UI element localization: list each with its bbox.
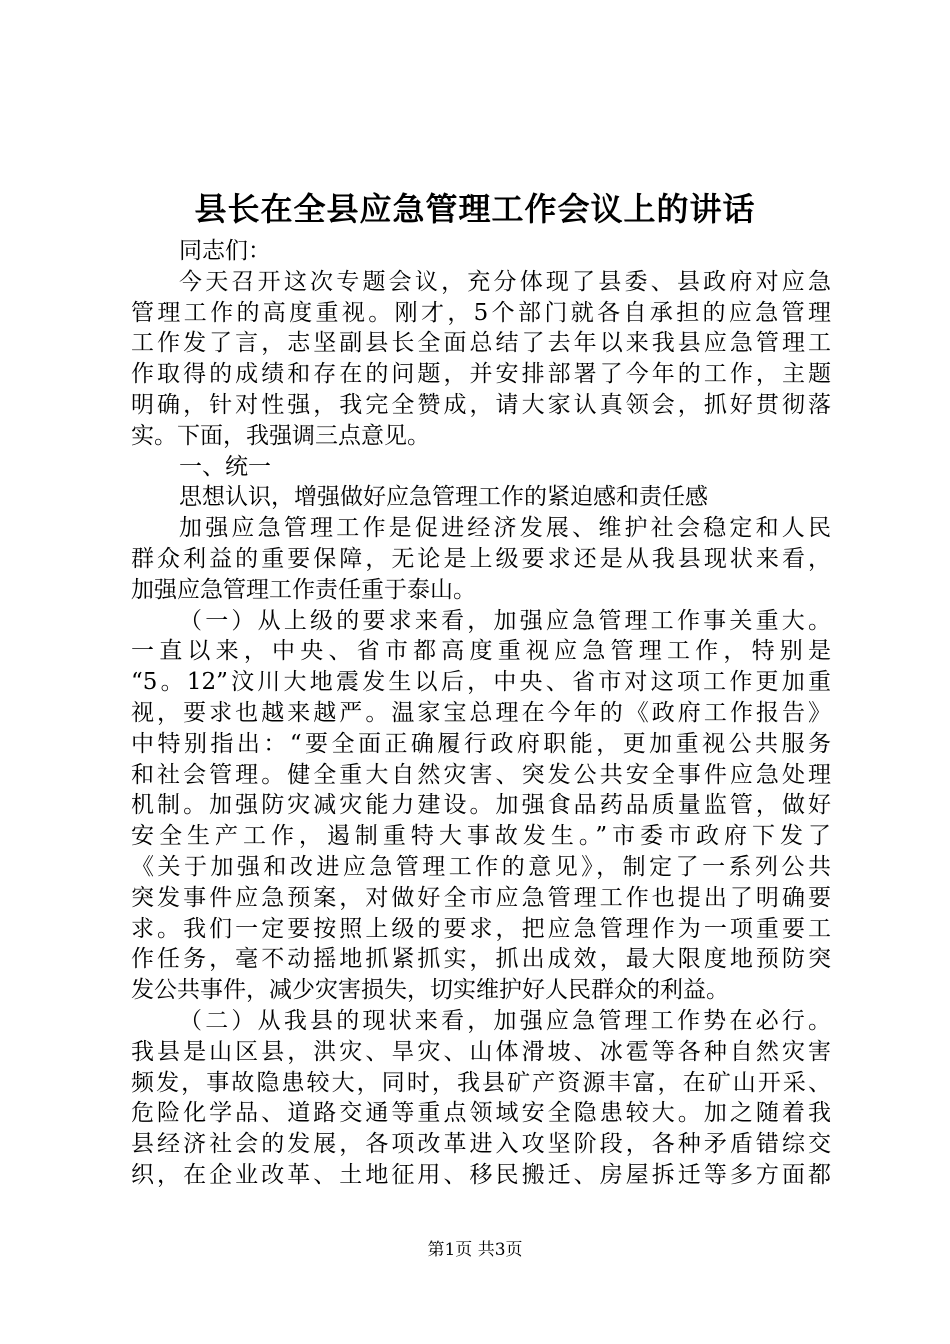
document-title: 县长在全县应急管理工作会议上的讲话 [194, 190, 756, 228]
document-body [131, 236, 831, 1191]
subsection-heading-line: （二）从我县的现状来看，加强应急管理工作势在必行。 [179, 1007, 831, 1034]
paragraph-line: 视，要求也越来越严。温家宝总理在今年的《政府工作报告》 [131, 699, 831, 726]
paragraph-line: 加强应急管理工作责任重于泰山。 [131, 576, 476, 603]
paragraph-line: 中特别指出：“要全面正确履行政府职能，更加重视公共服务 [131, 730, 831, 757]
paragraph-line: 织，在企业改革、土地征用、移民搬迁、房屋拆迁等多方面都 [131, 1161, 831, 1188]
subsection-heading-line: （一）从上级的要求来看，加强应急管理工作事关重大。 [179, 607, 831, 634]
paragraph-line: 工作发了言，志坚副县长全面总结了去年以来我县应急管理工 [131, 330, 831, 357]
paragraph-line: 县经济社会的发展，各项改革进入攻坚阶段，各种矛盾错综交 [131, 1131, 831, 1158]
salutation-line: 同志们： [179, 238, 271, 264]
paragraph-line: 实。下面，我强调三点意见。 [131, 422, 430, 449]
paragraph-line: 《关于加强和改进应急管理工作的意见》，制定了一系列公共 [131, 853, 831, 880]
paragraph-line: 发公共事件，减少灾害损失，切实维护好人民群众的利益。 [131, 977, 729, 1004]
paragraph-line: 突发事件应急预案，对做好全市应急管理工作也提出了明确要 [131, 884, 831, 911]
paragraph-line: 一直以来，中央、省市都高度重视应急管理工作，特别是 [131, 638, 831, 665]
paragraph-line: 求。我们一定要按照上级的要求，把应急管理作为一项重要工 [131, 915, 831, 942]
paragraph-line: 安全生产工作，遏制重特大事故发生。”市委市政府下发了 [131, 823, 831, 850]
paragraph-line: 机制。加强防灾减灾能力建设。加强食品药品质量监管，做好 [131, 792, 831, 819]
paragraph-line: 作任务，毫不动摇地抓紧抓实，抓出成效，最大限度地预防突 [131, 946, 831, 973]
paragraph-line: 加强应急管理工作是促进经济发展、维护社会稳定和人民 [179, 515, 831, 542]
page-footer: 第1页 共3页 [427, 1240, 523, 1260]
paragraph-line: 管理工作的高度重视。刚才，5个部门就各自承担的应急管理 [131, 299, 831, 326]
paragraph-line: 群众利益的重要保障，无论是上级要求还是从我县现状来看， [131, 545, 831, 572]
section-heading-line: 一、统一 [179, 453, 271, 480]
paragraph-line: 我县是山区县，洪灾、旱灾、山体滑坡、冰雹等各种自然灾害 [131, 1038, 831, 1065]
paragraph-line: 明确，针对性强，我完全赞成，请大家认真领会，抓好贯彻落 [131, 391, 831, 418]
paragraph-line: 频发，事故隐患较大，同时，我县矿产资源丰富，在矿山开采、 [131, 1069, 831, 1096]
paragraph-line: 危险化学品、道路交通等重点领域安全隐患较大。加之随着我 [131, 1100, 831, 1127]
paragraph-line: 和社会管理。健全重大自然灾害、突发公共安全事件应急处理 [131, 761, 831, 788]
paragraph-line: “5。12”汶川大地震发生以后，中央、省市对这项工作更加重 [131, 669, 831, 696]
paragraph-line: 作取得的成绩和存在的问题，并安排部署了今年的工作，主题 [131, 361, 831, 388]
paragraph-line: 今天召开这次专题会议，充分体现了县委、县政府对应急 [179, 268, 831, 295]
section-heading-line: 思想认识，增强做好应急管理工作的紧迫感和责任感 [179, 484, 708, 511]
